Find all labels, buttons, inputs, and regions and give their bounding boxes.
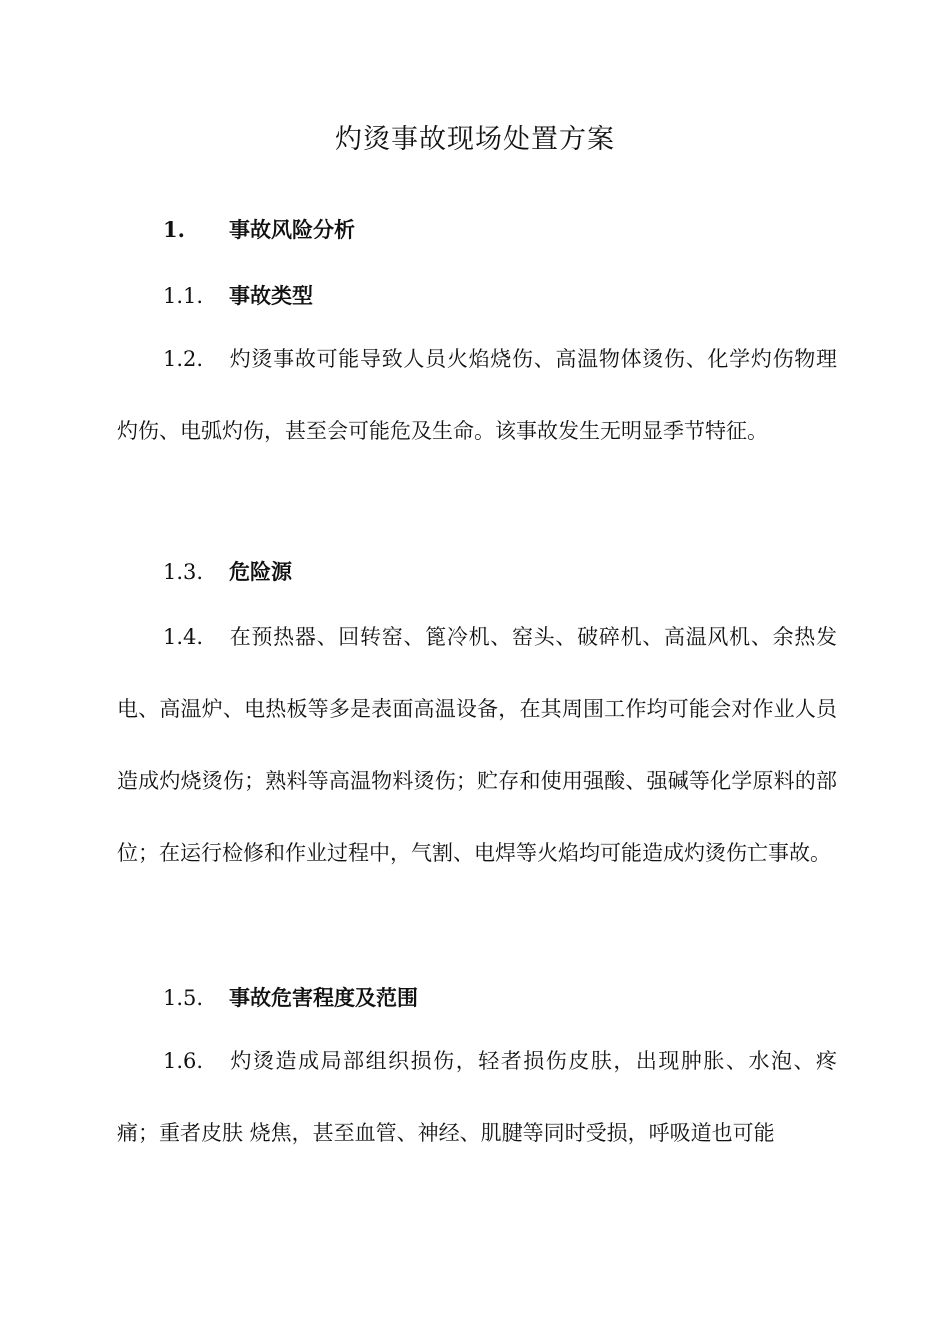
paragraph-1-6 [117,1025,837,1169]
paragraph-number: 1.2. [163,347,204,371]
paragraph-text: 灼烫造成局部组织损伤，轻者损伤皮肤，出现肿胀、水泡、疼痛；重者皮肤 烧焦，甚至血管、神经、肌腱等同时受损，呼吸道也可能 [117,1049,837,1145]
section-heading-1-3 [163,554,292,590]
section-heading-1-1 [163,278,313,314]
section-number: 1.3. [163,560,204,584]
section-heading-1-5 [163,980,418,1016]
section-title: 事故危害程度及范围 [229,985,418,1010]
paragraph-text: 灼烫事故可能导致人员火焰烧伤、高温物体烫伤、化学灼伤物理灼伤、电弧灼伤，甚至会可能危及生命。该事故发生无明显季节特征。 [117,347,837,443]
section-number: 1.5. [163,986,204,1010]
paragraph-number: 1.6. [163,1049,204,1073]
paragraph-number: 1.4. [163,625,204,649]
paragraph-text: 在预热器、回转窑、篦冷机、窑头、破碎机、高温风机、余热发电、高温炉、电热板等多是表面高温设备，在其周围工作均可能会对作业人员造成灼烧烫伤；熟料等高温物料烫伤；贮存和使用强酸、强碱等化学原料的部位；在运行检修和作业过程中，气割、电焊等火焰均可能造成灼烫伤亡事故。 [117,625,837,865]
paragraph-1-4 [117,601,837,889]
section-number: 1.1. [163,284,204,308]
section-heading-1 [163,212,355,248]
document-title: 灼烫事故现场处置方案 [335,124,615,155]
section-title: 事故类型 [229,283,313,308]
paragraph-1-2 [117,323,837,467]
section-title: 事故风险分析 [229,217,355,242]
section-number: 1. [163,217,185,242]
section-title: 危险源 [229,559,292,584]
